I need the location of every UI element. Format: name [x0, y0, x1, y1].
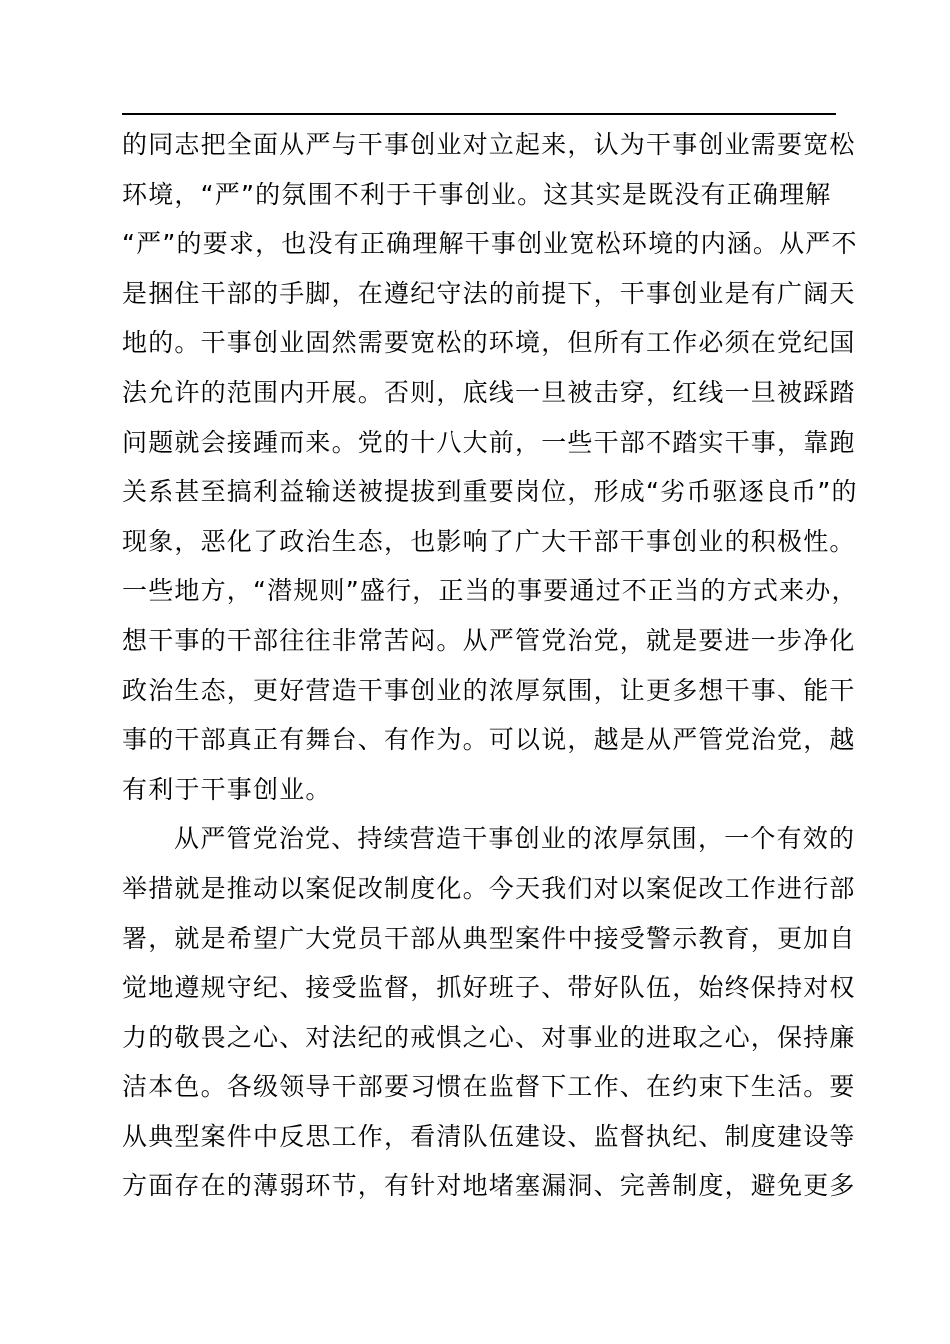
- header-rule: [122, 113, 836, 115]
- text-line: 地的。干事创业固然需要宽松的环境，但所有工作必须在党纪国: [122, 328, 856, 358]
- text-line: 现象，恶化了政治生态，也影响了广大干部干事创业的积极性。: [122, 526, 856, 556]
- text-line: 想干事的干部往往非常苦闷。从严管党治党，就是要进一步净化: [122, 625, 856, 655]
- text-line: 有利于干事创业。: [122, 774, 332, 804]
- text-line: 举措就是推动以案促改制度化。今天我们对以案促改工作进行部: [122, 873, 856, 903]
- text-line: 力的敬畏之心、对法纪的戒惧之心、对事业的进取之心，保持廉: [122, 1022, 856, 1052]
- text-line: 关系甚至搞利益输送被提拔到重要岗位，形成“劣币驱逐良币”的: [122, 477, 858, 507]
- text-line: 一些地方，“潜规则”盛行，正当的事要通过不正当的方式来办，: [122, 576, 858, 606]
- text-line: 洁本色。各级领导干部要习惯在监督下工作、在约束下生活。要: [122, 1072, 856, 1102]
- text-line: 觉地遵规守纪、接受监督，抓好班子、带好队伍，始终保持对权: [122, 973, 856, 1003]
- text-line: 方面存在的薄弱环节，有针对地堵塞漏洞、完善制度，避免更多: [122, 1171, 856, 1201]
- text-line: “严”的要求，也没有正确理解干事创业宽松环境的内涵。从严不: [122, 229, 858, 259]
- text-line: 的同志把全面从严与干事创业对立起来，认为干事创业需要宽松: [122, 130, 856, 159]
- paragraph-first-line: 从严管党治党、持续营造干事创业的浓厚氛围，一个有效的: [174, 824, 856, 854]
- text-line: 问题就会接踵而来。党的十八大前，一些干部不踏实干事，靠跑: [122, 427, 856, 457]
- text-line: 事的干部真正有舞台、有作为。可以说，越是从严管党治党，越: [122, 725, 856, 755]
- text-line: 从典型案件中反思工作，看清队伍建设、监督执纪、制度建设等: [122, 1121, 856, 1151]
- text-line: 环境，“严”的氛围不利于干事创业。这其实是既没有正确理解: [122, 179, 832, 209]
- body-text: [122, 120, 858, 1211]
- text-line: 是捆住干部的手脚，在遵纪守法的前提下，干事创业是有广阔天: [122, 278, 856, 308]
- text-line: 署，就是希望广大党员干部从典型案件中接受警示教育，更加自: [122, 923, 856, 953]
- text-line: 法允许的范围内开展。否则，底线一旦被击穿，红线一旦被踩踏: [122, 377, 856, 407]
- text-line: 政治生态，更好营造干事创业的浓厚氛围，让更多想干事、能干: [122, 675, 856, 705]
